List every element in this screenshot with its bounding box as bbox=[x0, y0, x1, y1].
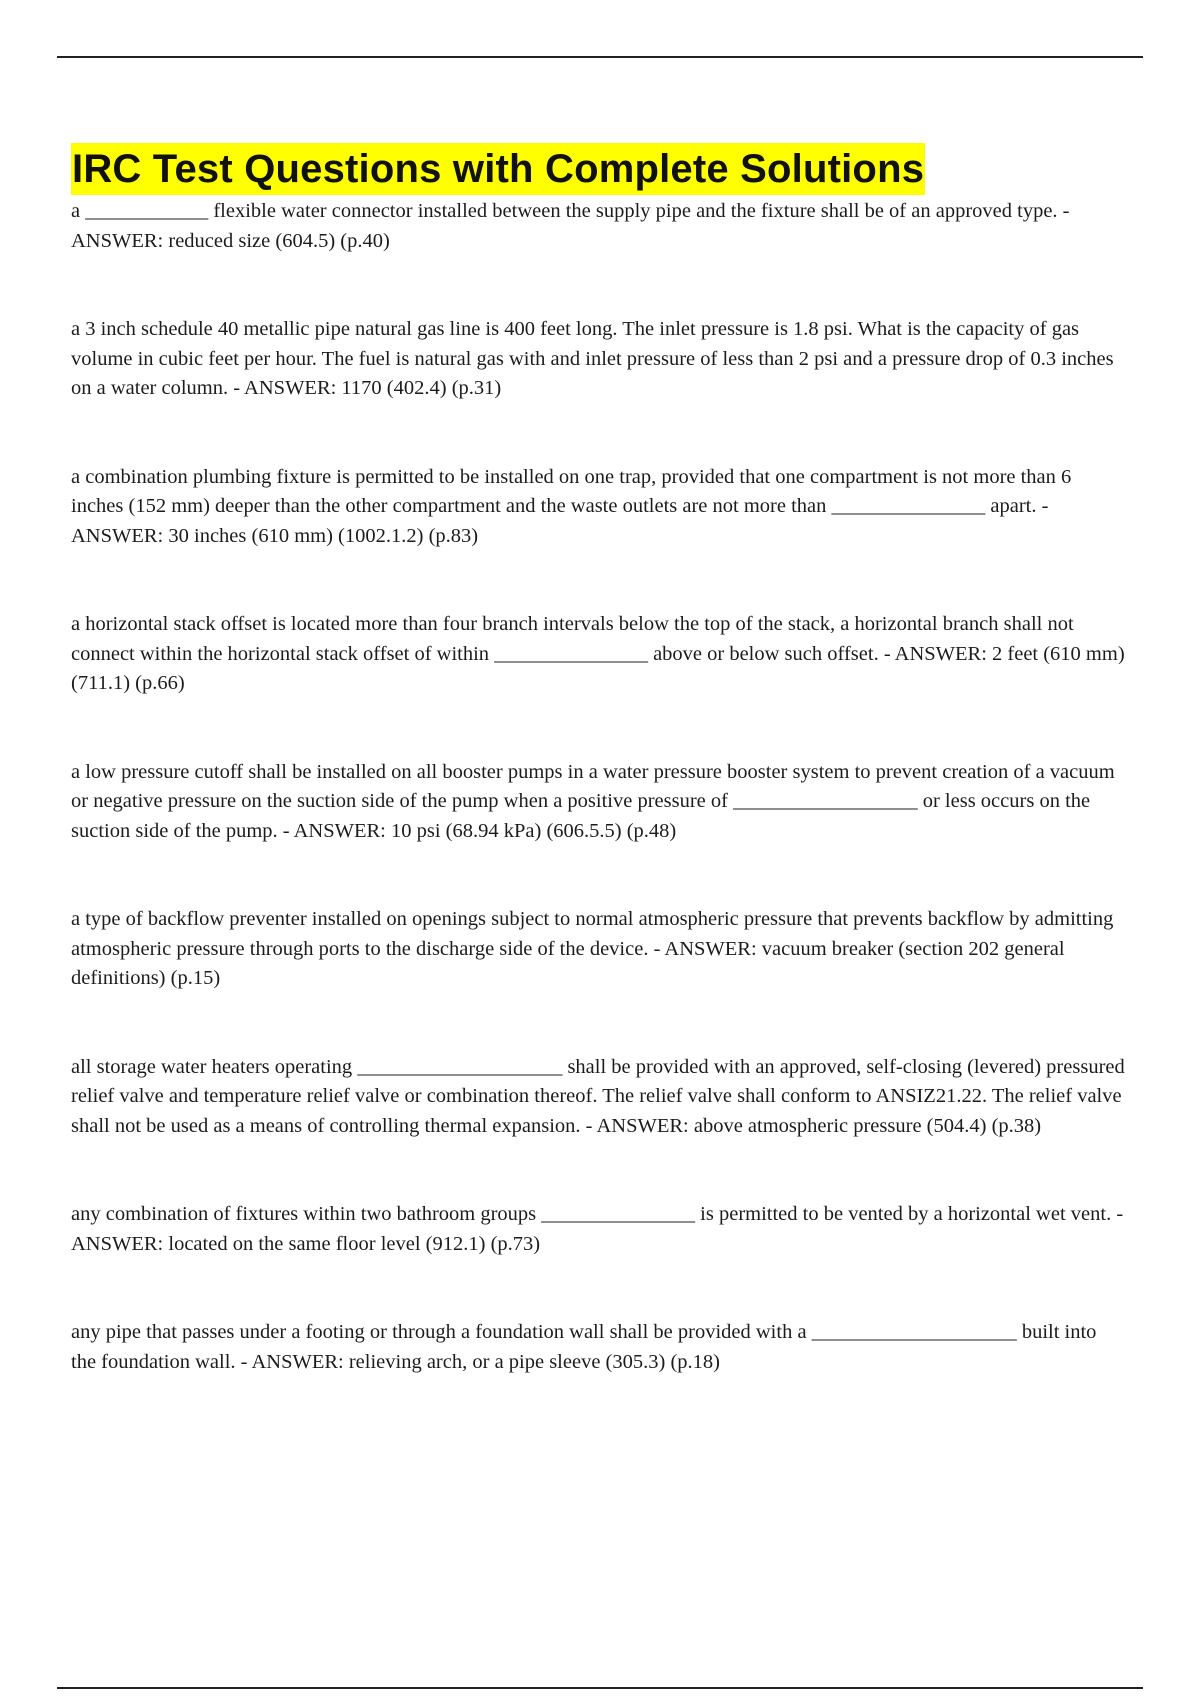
question-text: a bbox=[71, 200, 86, 222]
question-item bbox=[71, 905, 1126, 994]
answer-blank: ____________________ bbox=[811, 1321, 1017, 1343]
question-answer: shall be provided with an approved, self-closing (levered) pressured relief valve and temperature relief valve or combination thereof. The relief valve shall conform to ANSIZ21.22. The relief valve shall not be used as a means of controlling thermal expansion. - ANSWER: above atmospheric pressure (504.4) (p.38) bbox=[71, 1055, 1125, 1137]
question-answer: built into the foundation wall. - ANSWER: relieving arch, or a pipe sleeve (305.3) (p.18) bbox=[71, 1321, 1097, 1373]
question-text: any pipe that passes under a footing or through a foundation wall shall be provided with a bbox=[71, 1321, 812, 1343]
question-answer: flexible water connector installed between the supply pipe and the fixture shall be of an approved type. - ANSWER: reduced size (604.5) (p.40) bbox=[71, 200, 1070, 252]
answer-blank: ____________ bbox=[85, 200, 209, 222]
question-text: a low pressure cutoff shall be installed on all booster pumps in a water pressure booster system to prevent creation of a vacuum or negative pressure on the suction side of the pump when a positive pressure of bbox=[71, 760, 1115, 812]
question-text: any combination of fixtures within two bathroom groups bbox=[71, 1203, 542, 1225]
question-list bbox=[71, 197, 1126, 1377]
question-answer: above or below such offset. - ANSWER: 2 feet (610 mm) (711.1) (p.66) bbox=[71, 642, 1125, 694]
question-item bbox=[71, 197, 1126, 256]
question-answer: is permitted to be vented by a horizontal wet vent. - ANSWER: located on the same floor level (912.1) (p.73) bbox=[71, 1203, 1124, 1255]
bottom-rule bbox=[57, 1687, 1143, 1689]
top-rule bbox=[57, 56, 1143, 58]
question-item bbox=[71, 610, 1126, 699]
question-item bbox=[71, 1053, 1126, 1142]
document-body bbox=[71, 143, 1126, 1436]
question-text: a horizontal stack offset is located more than four branch intervals below the top of the stack, a horizontal branch shall not connect within the horizontal stack offset of within bbox=[71, 613, 1074, 665]
question-text: all storage water heaters operating bbox=[71, 1055, 358, 1078]
answer-blank: __________________ bbox=[733, 790, 918, 812]
answer-blank: ____________________ bbox=[357, 1055, 563, 1078]
question-item bbox=[71, 758, 1126, 847]
question-answer: apart. - ANSWER: 30 inches (610 mm) (1002.1.2) (p.83) bbox=[71, 495, 1049, 547]
question-text: a combination plumbing fixture is permitted to be installed on one trap, provided that one compartment is not more than 6 inches (152 mm) deeper than the other compartment and the waste outlets are not more than bbox=[71, 465, 1072, 517]
question-text: a 3 inch schedule 40 metallic pipe natural gas line is 400 feet long. The inlet pressure is 1.8 psi. What is the capacity of gas volume in cubic feet per hour. The fuel is natural gas with and inlet pressure of less than 2 psi and a pressure drop of 0.3 inches on a water column. - ANSWER: 1170 (402.4) (p.31) bbox=[71, 318, 1114, 399]
question-text: a type of backflow preventer installed on openings subject to normal atmospheric pressure that prevents backflow by admitting atmospheric pressure through ports to the discharge side of the device. - ANSWER: vacuum breaker (section 202 general definitions) (p.15) bbox=[71, 908, 1114, 989]
document-title: IRC Test Questions with Complete Solutions bbox=[71, 143, 925, 195]
question-item bbox=[71, 1200, 1126, 1259]
question-item bbox=[71, 1318, 1126, 1377]
question-answer: or less occurs on the suction side of the pump. - ANSWER: 10 psi (68.94 kPa) (606.5.5) (p.48) bbox=[71, 790, 1091, 842]
answer-blank: _______________ bbox=[831, 495, 986, 517]
question-item bbox=[71, 463, 1126, 552]
question-item bbox=[71, 315, 1126, 404]
answer-blank: _______________ bbox=[541, 1203, 696, 1225]
answer-blank: _______________ bbox=[494, 642, 648, 665]
